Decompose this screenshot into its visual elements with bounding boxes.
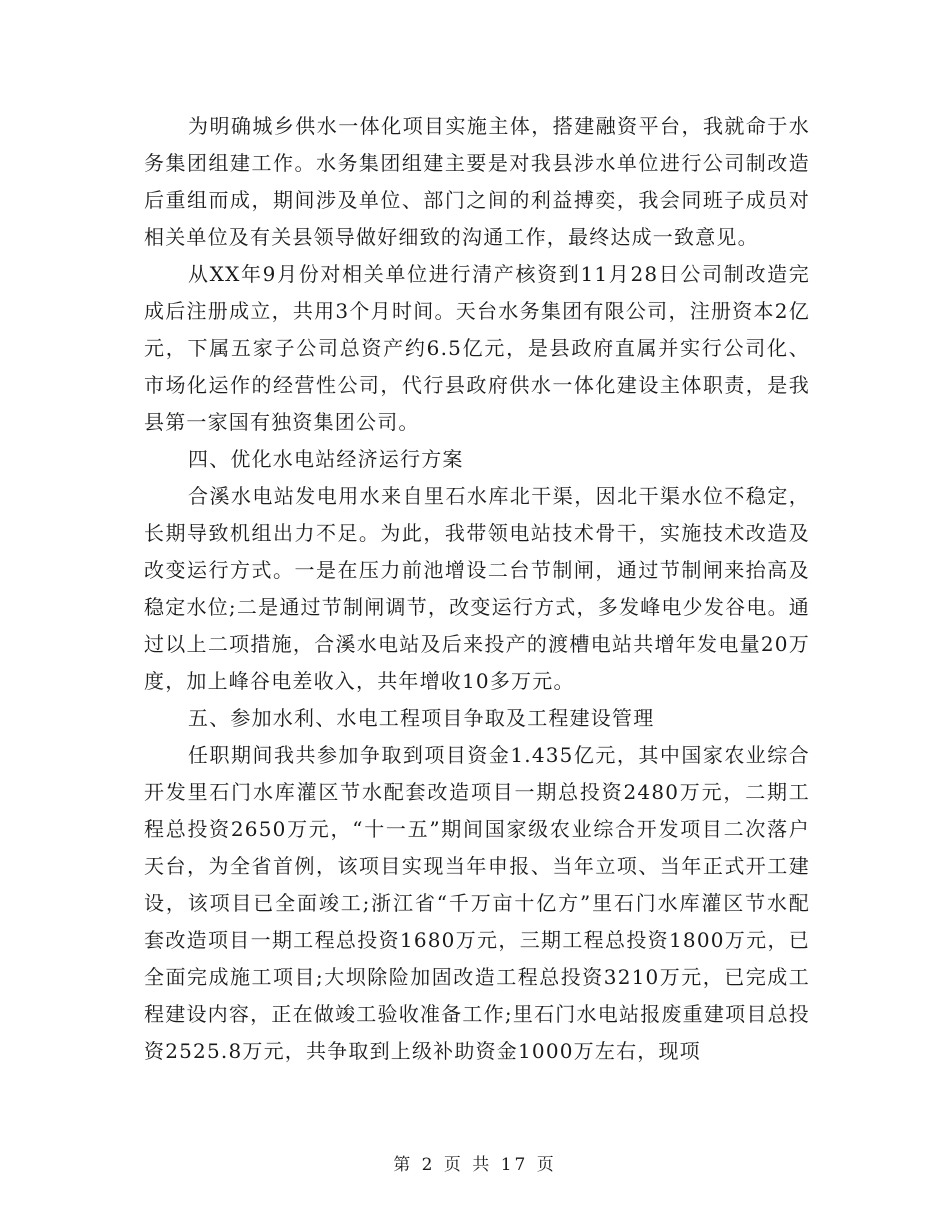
section-heading-5: 五、参加水利、水电工程项目争取及工程建设管理 bbox=[188, 706, 655, 730]
paragraph-projects: 任职期间我共参加争取到项目资金1.435亿元，其中国家农业综合开发里石门水库灌区节水配套改造项目一期总投资2480万元，二期工程总投资2650万元，“十一五”期间国家级农业综合开发项目二次落户天台，为全省首例，该项目实现当年申报、当年立项、当年正式开工建设，该项目已全面竣工;浙江省“千万亩十亿方”里石门水库灌区节水配套改造项目一期工程总投资1680万元，三期工程总投资1800万元，已全面完成施工项目;大坝除险加固改造工程总投资3210万元，已完成工程建设内容，正在做竣工验收准备工作;里石门水电站报废重建项目总投资2525.8万元，共争取到上级补助资金1000万左右，现项 bbox=[144, 743, 810, 1063]
section-heading-4: 四、优化水电站经济运行方案 bbox=[188, 447, 464, 471]
paragraph-registration: 从XX年9月份对相关单位进行清产核资到11月28日公司制改造完成后注册成立，共用3个月时间。天台水务集团有限公司，注册资本2亿元，下属五家子公司总资产约6.5亿元，是县政府直属并实行公司化、市场化运作的经营性公司，代行县政府供水一体化建设主体职责，是我县第一家国有独资集团公司。 bbox=[144, 262, 810, 434]
paragraph-hydropower: 合溪水电站发电用水来自里石水库北干渠，因北干渠水位不稳定，长期导致机组出力不足。为此，我带领电站技术骨干，实施技术改造及改变运行方式。一是在压力前池增设二台节制闸，通过节制闸来抬高及稳定水位;二是通过节制闸调节，改变运行方式，多发峰电少发谷电。通过以上二项措施，合溪水电站及后来投产的渡槽电站共增年发电量20万度，加上峰谷电差收入，共年增收10多万元。 bbox=[144, 484, 810, 693]
paragraph-water-group: 为明确城乡供水一体化项目实施主体，搭建融资平台，我就命于水务集团组建工作。水务集团组建主要是对我县涉水单位进行公司制改造后重组而成，期间涉及单位、部门之间的利益搏奕，我会同班子成员对相关单位及有关县领导做好细致的沟通工作，最终达成一致意见。 bbox=[144, 114, 810, 249]
page-number-footer: 第 2 页 共 17 页 bbox=[393, 1155, 557, 1175]
document-body bbox=[144, 108, 810, 1070]
